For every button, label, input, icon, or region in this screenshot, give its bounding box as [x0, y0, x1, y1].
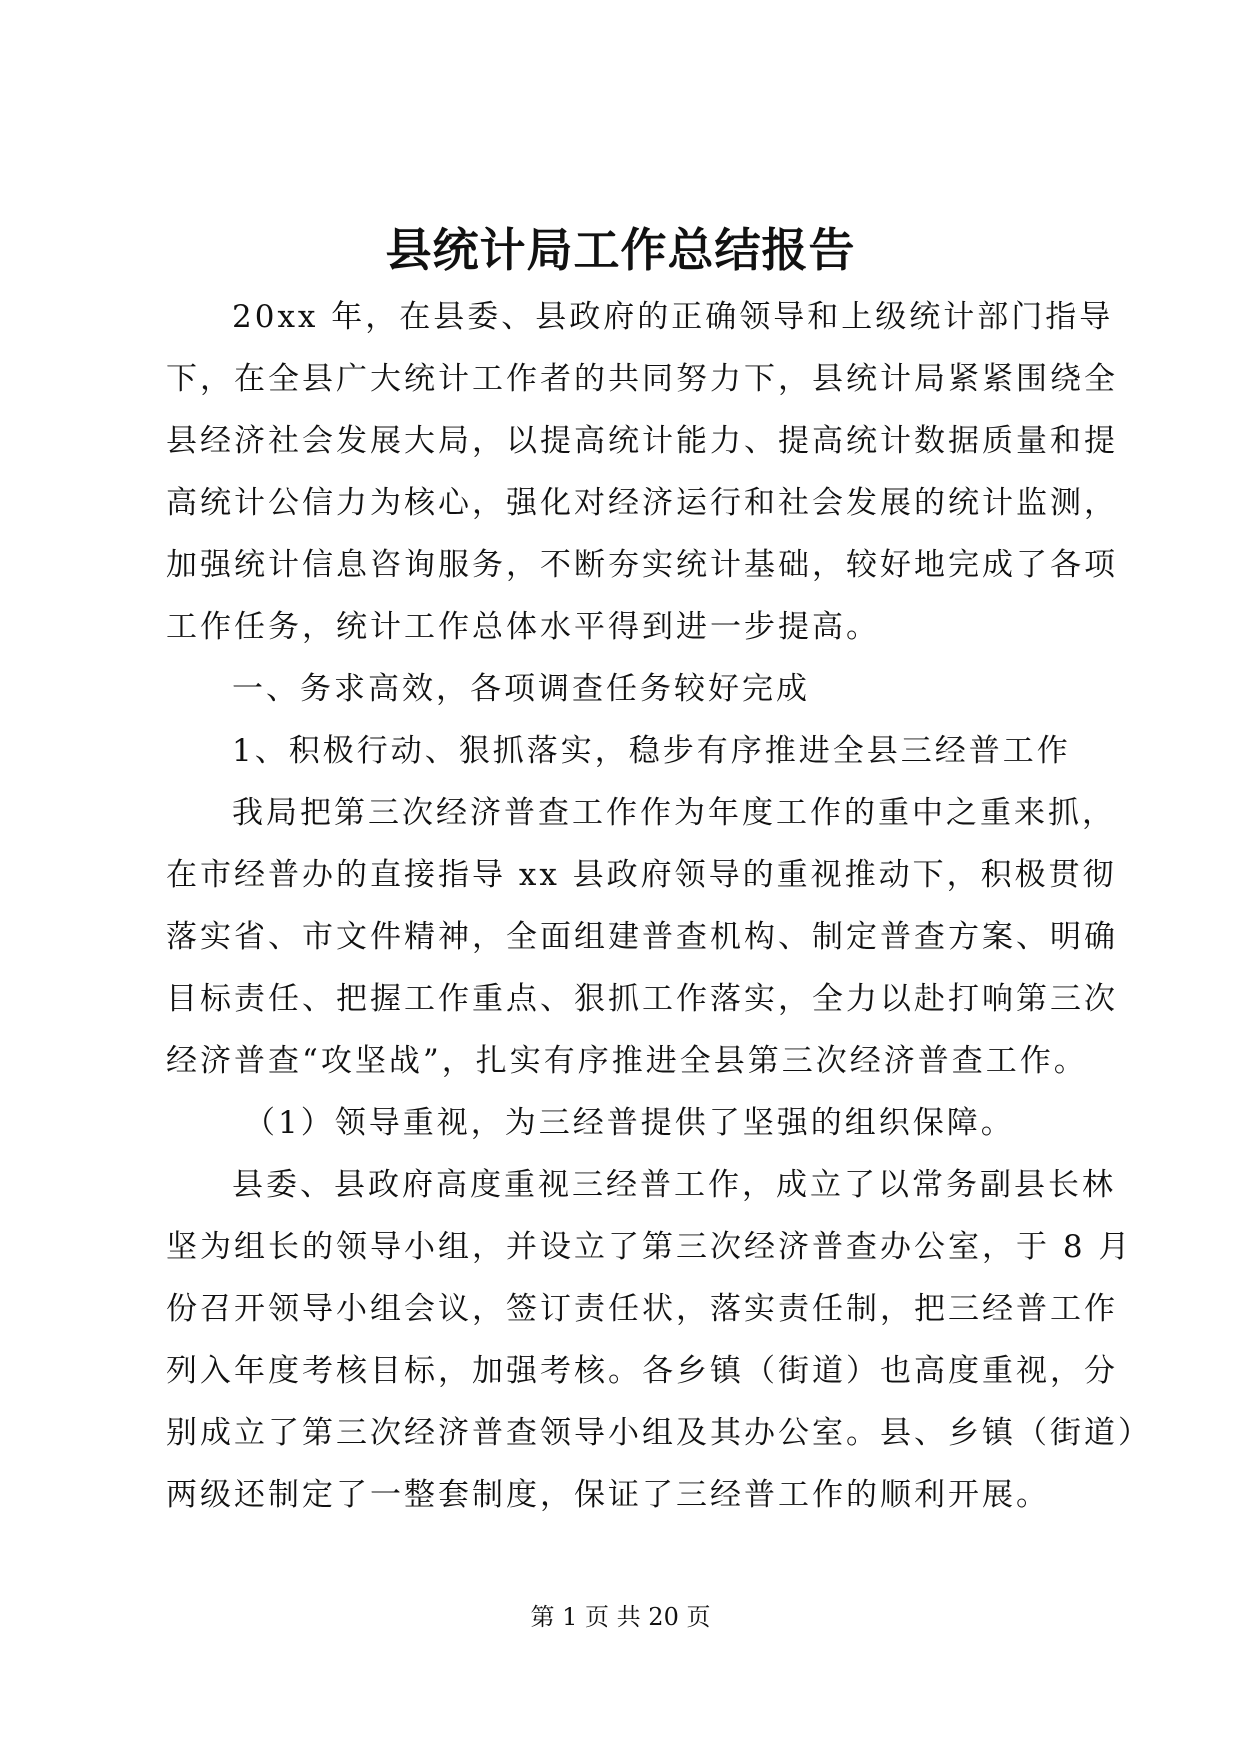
body-text-line: 县委、县政府高度重视三经普工作，成立了以常务副县长林 [232, 1167, 1116, 1203]
body-text-line: 1、积极行动、狠抓落实，稳步有序推进全县三经普工作 [232, 733, 1071, 769]
body-text-line: 别成立了第三次经济普查领导小组及其办公室。县、乡镇（街道） [166, 1415, 1152, 1451]
body-text-line: 20xx 年，在县委、县政府的正确领导和上级统计部门指导 [232, 299, 1114, 335]
body-text-line: 坚为组长的领导小组，并设立了第三次经济普查办公室，于 8 月 [166, 1229, 1133, 1265]
document-title: 县统计局工作总结报告 [385, 223, 856, 277]
body-text-line: 下，在全县广大统计工作者的共同努力下，县统计局紧紧围绕全 [166, 361, 1118, 397]
body-text-line: 高统计公信力为核心，强化对经济运行和社会发展的统计监测， [166, 485, 1118, 521]
body-text-line: 加强统计信息咨询服务，不断夯实统计基础，较好地完成了各项 [166, 547, 1118, 583]
body-text-line: 经济普查“攻坚战”，扎实有序推进全县第三次经济普查工作。 [166, 1043, 1088, 1079]
body-text-line: 在市经普办的直接指导 xx 县政府领导的重视推动下，积极贯彻 [166, 857, 1117, 893]
body-text-line: 份召开领导小组会议，签订责任状，落实责任制，把三经普工作 [166, 1291, 1118, 1327]
body-text-line: 县经济社会发展大局，以提高统计能力、提高统计数据质量和提 [166, 423, 1118, 459]
body-text-line: 两级还制定了一整套制度，保证了三经普工作的顺利开展。 [166, 1477, 1050, 1513]
document-body [166, 286, 1152, 1526]
body-text-line: 列入年度考核目标，加强考核。各乡镇（街道）也高度重视，分 [166, 1353, 1118, 1389]
body-text-line: 工作任务，统计工作总体水平得到进一步提高。 [166, 609, 880, 645]
body-text-line: 目标责任、把握工作重点、狠抓工作落实，全力以赴打响第三次 [166, 981, 1118, 1017]
body-text-line: 一、务求高效，各项调查任务较好完成 [232, 671, 810, 707]
body-text-line: 落实省、市文件精神，全面组建普查机构、制定普查方案、明确 [166, 919, 1118, 955]
body-text-line: （1）领导重视，为三经普提供了坚强的组织保障。 [244, 1105, 1015, 1141]
page-footer: 第 1 页 共 20 页 [530, 1603, 711, 1631]
body-text-line: 我局把第三次经济普查工作作为年度工作的重中之重来抓， [232, 795, 1116, 831]
